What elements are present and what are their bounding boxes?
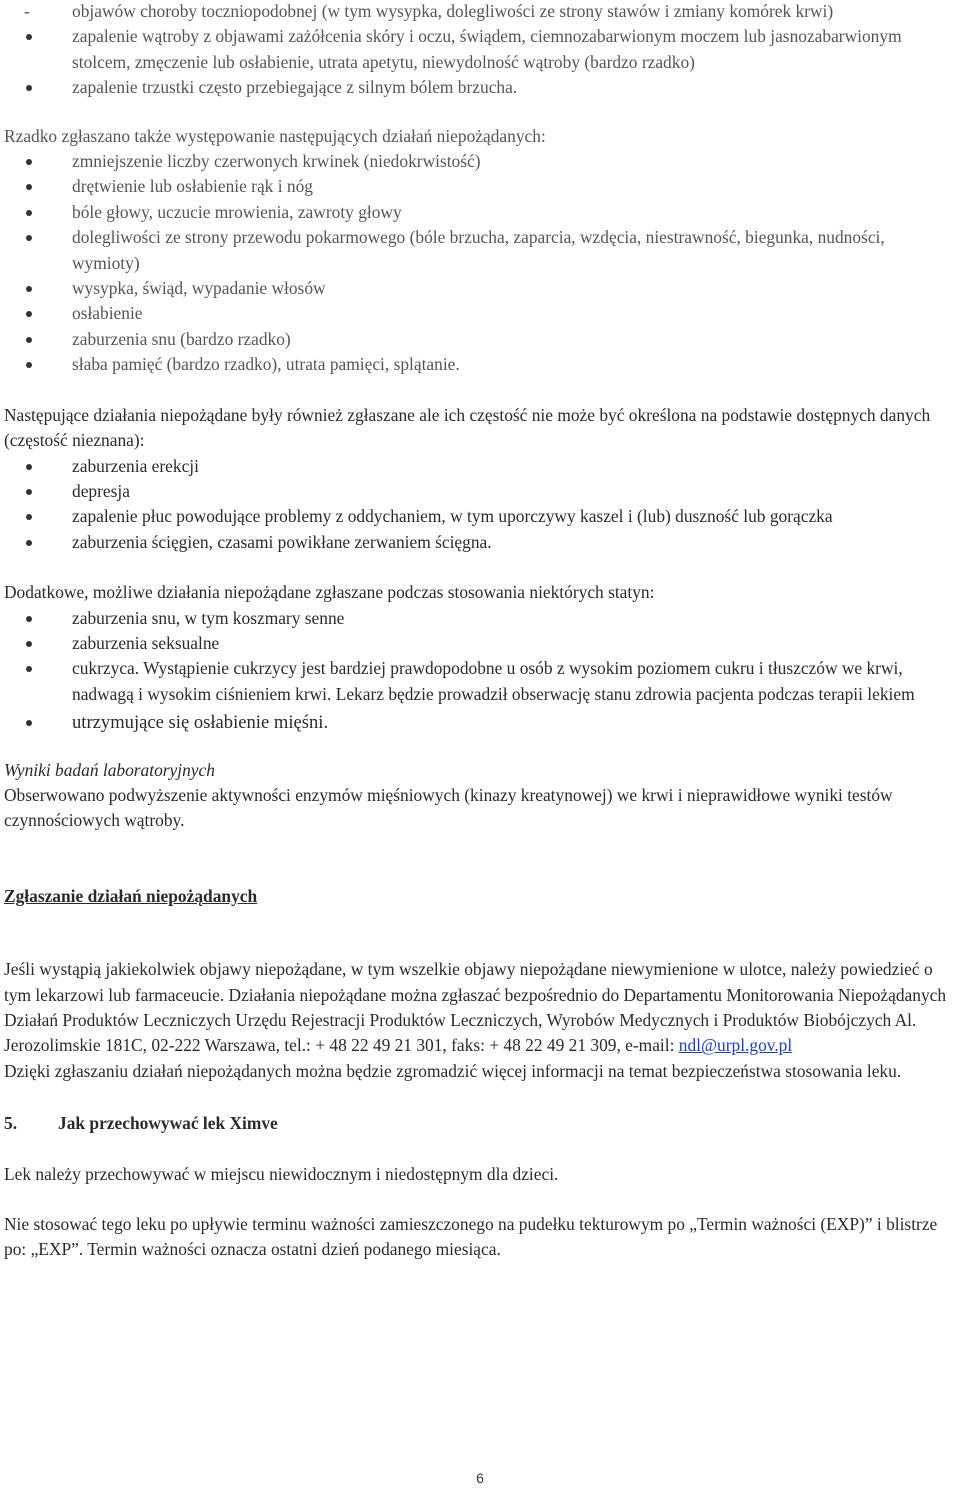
bullet-icon — [4, 301, 72, 326]
bullet-icon — [4, 479, 72, 504]
list-item — [4, 606, 954, 631]
list-item — [4, 276, 954, 301]
bullet-icon — [4, 710, 72, 735]
list-item — [4, 631, 954, 656]
list-item — [4, 530, 954, 555]
list-item-text: słaba pamięć (bardzo rzadko), utrata pamięci, splątanie. — [72, 354, 460, 375]
list-item-text: zapalenie wątroby z objawami zażółcenia skóry i oczu, świądem, ciemnozabarwionym moczem lub jasnozabarwionym stolcem, zmęczenie lub osłabienie, utrata apetytu, niewydolność wątroby (bardzo rzadko) — [72, 26, 902, 72]
bullet-icon — [4, 149, 72, 174]
list-item-text: zmniejszenie liczby czerwonych krwinek (niedokrwistość) — [72, 151, 481, 172]
email-link[interactable]: ndl@urpl.gov.pl — [678, 1035, 793, 1056]
bullet-icon — [4, 656, 72, 707]
bullet-icon — [4, 174, 72, 199]
list-item-text: utrzymujące się osłabienie mięśni. — [72, 712, 329, 734]
lab-text: Obserwowano podwyższenie aktywności enzymów mięśniowych (kinazy kreatynowej) we krwi i nieprawidłowe wyniki testów czynnościowych wątroby. — [4, 784, 893, 831]
list-item — [4, 301, 954, 326]
list-item — [4, 225, 954, 276]
storage-text-1: Lek należy przechowywać w miejscu niewidocznym i niedostępnym dla dzieci. — [4, 1163, 559, 1184]
bullet-icon — [4, 631, 72, 656]
rare-intro: Rzadko zgłaszano także występowanie następujących działań niepożądanych: — [4, 125, 546, 146]
list-item — [4, 454, 954, 479]
bullet-icon — [4, 606, 72, 631]
list-item — [4, 200, 954, 225]
section-number: 5. — [4, 1113, 18, 1134]
statins-intro: Dodatkowe, możliwe działania niepożądane zgłaszane podczas stosowania niektórych statyn: — [4, 582, 655, 603]
list-item-text: zaburzenia snu (bardzo rzadko) — [72, 328, 291, 349]
list-item-text: zaburzenia snu, w tym koszmary senne — [72, 607, 345, 628]
list-item-text: zaburzenia seksualne — [72, 632, 220, 653]
dash-marker: - — [24, 1, 30, 21]
list-item-text: bóle głowy, uczucie mrowienia, zawroty głowy — [72, 201, 402, 222]
page-number: 6 — [476, 1470, 484, 1486]
list-item-text: objawów choroby toczniopodobnej (w tym wysypka, dolegliwości ze strony stawów i zmiany komórek krwi) — [72, 1, 834, 21]
list-item — [4, 24, 954, 75]
storage-text-2: Nie stosować tego leku po upływie terminu ważności zamieszczonego na pudełku tekturowym po „Termin ważności (EXP)” i blistrze po: „EXP”. Termin ważności oznacza ostatni dzień podanego miesiąca. — [4, 1214, 938, 1260]
bullet-icon — [4, 530, 72, 555]
list-item — [4, 710, 954, 735]
list-item — [4, 174, 954, 199]
list-item — [4, 479, 954, 504]
list-item-text: osłabienie — [72, 303, 143, 324]
bullet-icon — [4, 200, 72, 225]
list-item-dash — [4, 0, 954, 24]
lab-heading: Wyniki badań laboratoryjnych — [4, 759, 215, 780]
list-item-text: dolegliwości ze strony przewodu pokarmowego (bóle brzucha, zaparcia, wzdęcia, niestrawność, biegunka, nudności, wymioty) — [72, 227, 885, 273]
list-item — [4, 504, 954, 529]
list-item-text: drętwienie lub osłabienie rąk i nóg — [72, 176, 313, 197]
list-item — [4, 327, 954, 352]
report-closing: Dzięki zgłaszaniu działań niepożądanych można będzie zgromadzić więcej informacji na temat bezpieczeństwa stosowania leku. — [4, 1060, 902, 1081]
bullet-icon — [4, 454, 72, 479]
bullet-icon — [4, 276, 72, 301]
report-heading: Zgłaszanie działań niepożądanych — [4, 885, 258, 906]
list-item-text: zaburzenia erekcji — [72, 455, 199, 476]
unknown-intro: Następujące działania niepożądane były również zgłaszane ale ich częstość nie może być określona na podstawie dostępnych danych (częstość nieznana): — [4, 404, 931, 451]
report-body: Jeśli wystąpią jakiekolwiek objawy niepożądane, w tym wszelkie objawy niepożądane niewymienione w ulotce, należy powiedzieć o tym lekarzowi lub farmaceucie. Działania niepożądane można zgłaszać bezpośrednio do Departamentu Monitorowania Niepożądanych Działań Produktów Leczniczych Urzędu Rejestracji Produktów Leczniczych, Wyrobów Medycznych i Produktów Biobójczych Al. Jerozolimskie 181C, 02-222 Warszawa, tel.: + 48 22 49 21 301, faks: + 48 22 49 21 309, e-mail: — [4, 959, 947, 1056]
section-title: Jak przechowywać lek Ximve — [58, 1113, 278, 1134]
page-content — [4, 0, 954, 1263]
report-text — [4, 957, 954, 1084]
list-item — [4, 149, 954, 174]
bullet-icon — [4, 327, 72, 352]
bullet-icon — [4, 24, 72, 75]
list-item-text: zapalenie płuc powodujące problemy z oddychaniem, w tym uporczywy kaszel i (lub) duszność lub gorączka — [72, 506, 833, 527]
list-item — [4, 352, 954, 377]
unknown-list — [4, 454, 954, 556]
list-item — [4, 656, 954, 707]
list-item — [4, 75, 954, 100]
list-item-text: depresja — [72, 480, 130, 501]
list-item-text: zaburzenia ścięgien, czasami powikłane zerwaniem ścięgna. — [72, 531, 492, 552]
list-item-text: zapalenie trzustki często przebiegające z silnym bólem brzucha. — [72, 77, 518, 98]
bullet-icon — [4, 75, 72, 100]
statins-list — [4, 606, 954, 736]
bullet-icon — [4, 352, 72, 377]
section-5-heading — [4, 1111, 954, 1136]
bullet-icon — [4, 225, 72, 276]
rare-list — [4, 149, 954, 378]
list-item-text: cukrzyca. Wystąpienie cukrzycy jest bardziej prawdopodobne u osób z wysokim poziomem cukru i tłuszczów we krwi, nadwagą i wysokim ciśnieniem krwi. Lekarz będzie prowadził obserwację stanu zdrowia pacjenta podczas terapii lekiem — [72, 658, 915, 704]
bullet-icon — [4, 504, 72, 529]
list-item-text: wysypka, świąd, wypadanie włosów — [72, 278, 326, 299]
